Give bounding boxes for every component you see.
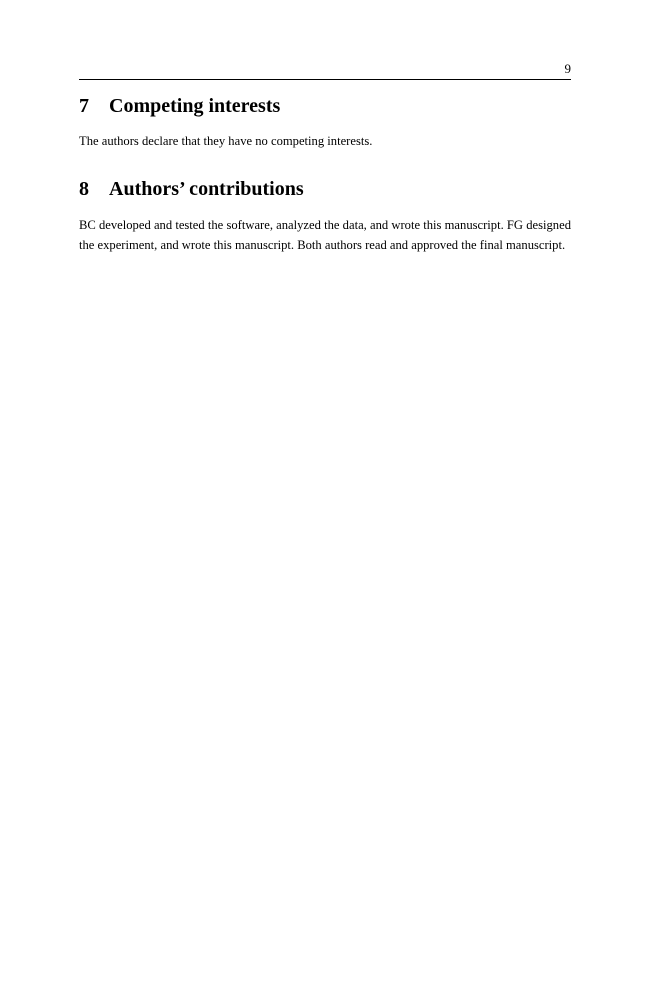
section-competing-interests: [79, 94, 571, 152]
section-authors-contributions: [79, 177, 571, 255]
section-heading: [79, 177, 571, 201]
section-title: Authors’ contributions: [109, 178, 304, 200]
section-paragraph: BC developed and tested the software, analyzed the data, and wrote this manuscript. FG designed the experiment, and wrote this manuscript. Both authors read and approved the final manuscript.: [79, 218, 571, 252]
section-heading: [79, 94, 571, 118]
section-title: Competing interests: [109, 95, 281, 117]
page-number: 9: [564, 61, 571, 76]
header-rule: [79, 79, 571, 80]
section-number: 8: [79, 178, 89, 200]
section-number: 7: [79, 95, 89, 117]
section-paragraph: The authors declare that they have no competing interests.: [79, 134, 373, 148]
